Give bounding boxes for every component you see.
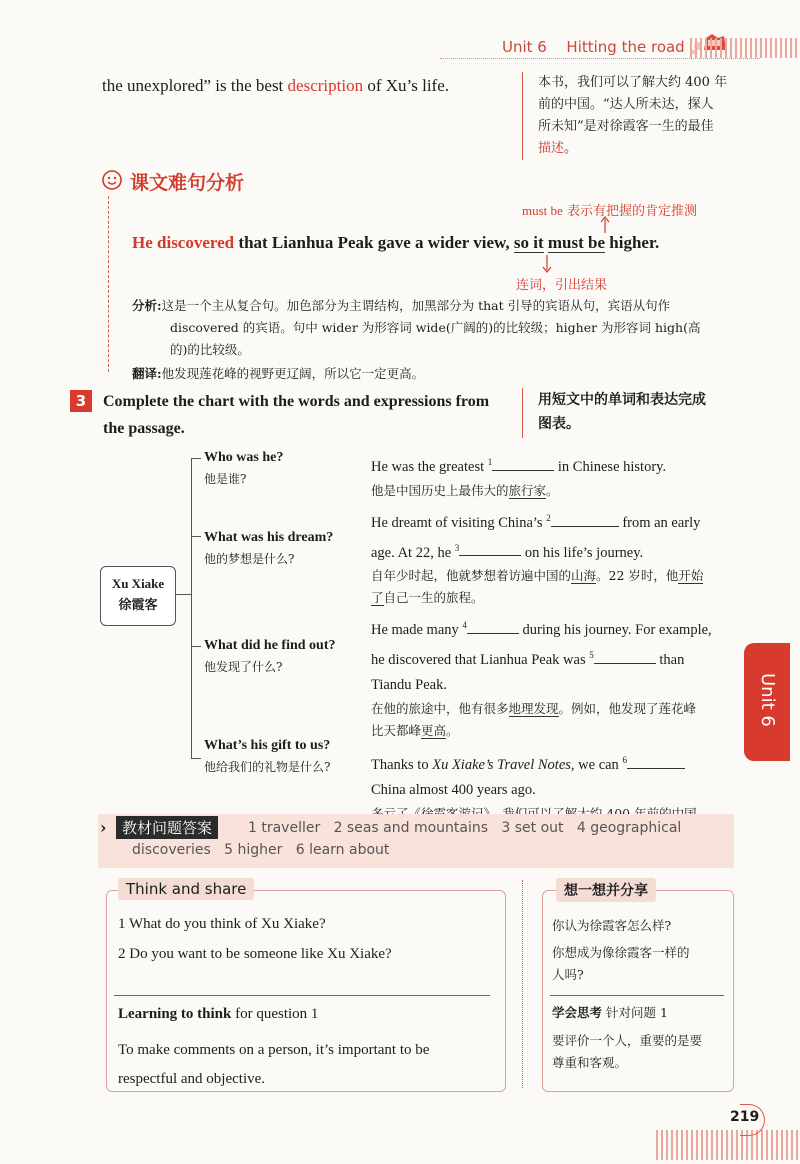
running-header xyxy=(502,38,685,56)
branch-3 xyxy=(191,646,201,647)
answer-4: Thanks to Xu Xiake’s Travel Notes, we can $^6$ xyxy=(371,748,737,778)
footer-stripes xyxy=(656,1130,800,1160)
answer-4b: China almost 400 years ago. xyxy=(371,781,536,798)
answer-key-line1: 1 traveller 2 seas and mountains 3 set out 4 geographical xyxy=(248,820,682,836)
blank-1[interactable] xyxy=(492,470,554,471)
think-cn-text: 要评价一个人，重要的是要 尊重和客观。 xyxy=(552,1033,703,1070)
think-sep xyxy=(522,880,523,1088)
header-rule xyxy=(440,58,760,59)
answer-3b: he discovered that Lianhua Peak was $^5$ than xyxy=(371,650,685,669)
analysis-bracket xyxy=(108,196,109,372)
smile-icon xyxy=(100,168,124,196)
blank-2[interactable] xyxy=(551,526,619,527)
task-number: 3 xyxy=(70,390,92,412)
blank-6[interactable] xyxy=(627,768,685,769)
answer-2b: age. At 22, he $^3$ on his life’s journey. xyxy=(371,542,644,561)
branch-1 xyxy=(191,458,201,459)
think-title: Think and share xyxy=(118,878,254,900)
answer-3c: Tiandu Peak. xyxy=(371,677,447,694)
chevron-right-icon: › xyxy=(100,818,107,837)
think-q2: 2 Do you want to be someone like Xu Xiake? xyxy=(118,946,392,962)
root-link xyxy=(175,594,191,595)
answer-block xyxy=(371,450,737,825)
answer-1: He was the greatest $^1$ in Chinese history. xyxy=(371,457,667,475)
question-2: What was his dream? 他的梦想是什么? xyxy=(204,530,334,566)
must-note: must be 表示有把握的肯定推测 xyxy=(522,203,697,219)
answer-key-label: 教材问题答案 xyxy=(116,816,218,839)
answer-2-cn-b: 了自己一生的旅程。 xyxy=(371,590,484,606)
tree-trunk xyxy=(191,458,192,758)
blank-5[interactable] xyxy=(594,663,656,664)
answer-2: He dreamt of visiting China’s $^2$ from an early xyxy=(371,512,701,531)
so-note: 连词，引出结果 xyxy=(516,278,608,293)
answer-key-line2: discoveries 5 higher 6 learn about xyxy=(132,842,390,858)
answer-3: He made many $^4$ during his journey. For example, xyxy=(371,620,712,639)
task-text: Complete the chart with the words and expressions from the passage. xyxy=(103,393,490,437)
think-cn-divider xyxy=(550,995,724,996)
answer-2-cn: 自年少时起，他就梦想着访遍中国的山海。22 岁时，他开始 xyxy=(371,568,704,584)
think-cn-q1: 你认为徐霞客怎么样? xyxy=(552,918,672,933)
think-q1: 1 What do you think of Xu Xiake? xyxy=(118,916,326,932)
think-cn-q2: 你想成为像徐霞客一样的 人吗? xyxy=(552,945,690,982)
unit-side-tab[interactable]: Unit 6 xyxy=(744,643,790,761)
blank-4[interactable] xyxy=(467,633,519,634)
answer-1-cn: 他是中国历史上最伟大的旅行家。 xyxy=(371,482,559,498)
task-cn: 用短文中的单词和表达完成 图表。 xyxy=(538,392,706,432)
analysis-heading: 课文难句分析 xyxy=(130,172,245,194)
header-unit: Unit 6 xyxy=(502,38,547,56)
learn-heading: Learning to think for question 1 xyxy=(118,1006,319,1022)
think-cn-learn: 学会思考 针对问题 1 xyxy=(552,1005,668,1020)
question-1: Who was he? 他是谁? xyxy=(204,450,284,486)
page-number: 219 xyxy=(730,1109,760,1125)
task-bar xyxy=(522,388,523,438)
answer-3-cn-b: 比天都峰更高。 xyxy=(371,723,459,739)
analysis-body: 分析:这是一个主从复合句。加色部分为主谓结构，加黑部分为 that 引导的宾语从句，宾语从句作 discovered 的宾语。句中 wider 为形容词 wide(广阔的)的比较级；higher 为形容词 high(高 的)的比较级。 翻译:他发现莲花峰的视野更辽阔，所以它一定更高。 xyxy=(132,298,701,381)
intro-note: 本书，我们可以了解大约 400 年 前的中国。“达人所未达，探人 所未知”是对徐霞客一生的最佳 描述。 xyxy=(538,75,728,156)
blank-3[interactable] xyxy=(459,555,521,556)
header-stripes xyxy=(690,38,800,58)
branch-4 xyxy=(191,758,201,759)
intro-line: the unexplored” is the best description of Xu’s life. xyxy=(102,76,450,95)
key-sentence: He discovered that Lianhua Peak gave a wider view, so it must be higher. xyxy=(132,233,660,252)
answer-3-cn: 在他的旅途中，他有很多地理发现。例如，他发现了莲花峰 xyxy=(371,701,697,717)
think-divider xyxy=(114,995,490,996)
branch-2 xyxy=(191,536,201,537)
think-cn-title: 想一想并分享 xyxy=(556,878,656,902)
root-node: Xu Xiake 徐霞客 xyxy=(100,566,176,626)
header-title: Hitting the road xyxy=(566,38,685,56)
learn-text: To make comments on a person, it’s important to be respectful and objective. xyxy=(118,1042,430,1087)
question-4: What’s his gift to us? 他给我们的礼物是什么? xyxy=(204,738,331,774)
note-bar xyxy=(522,72,523,160)
question-3: What did he find out? 他发现了什么? xyxy=(204,638,336,674)
